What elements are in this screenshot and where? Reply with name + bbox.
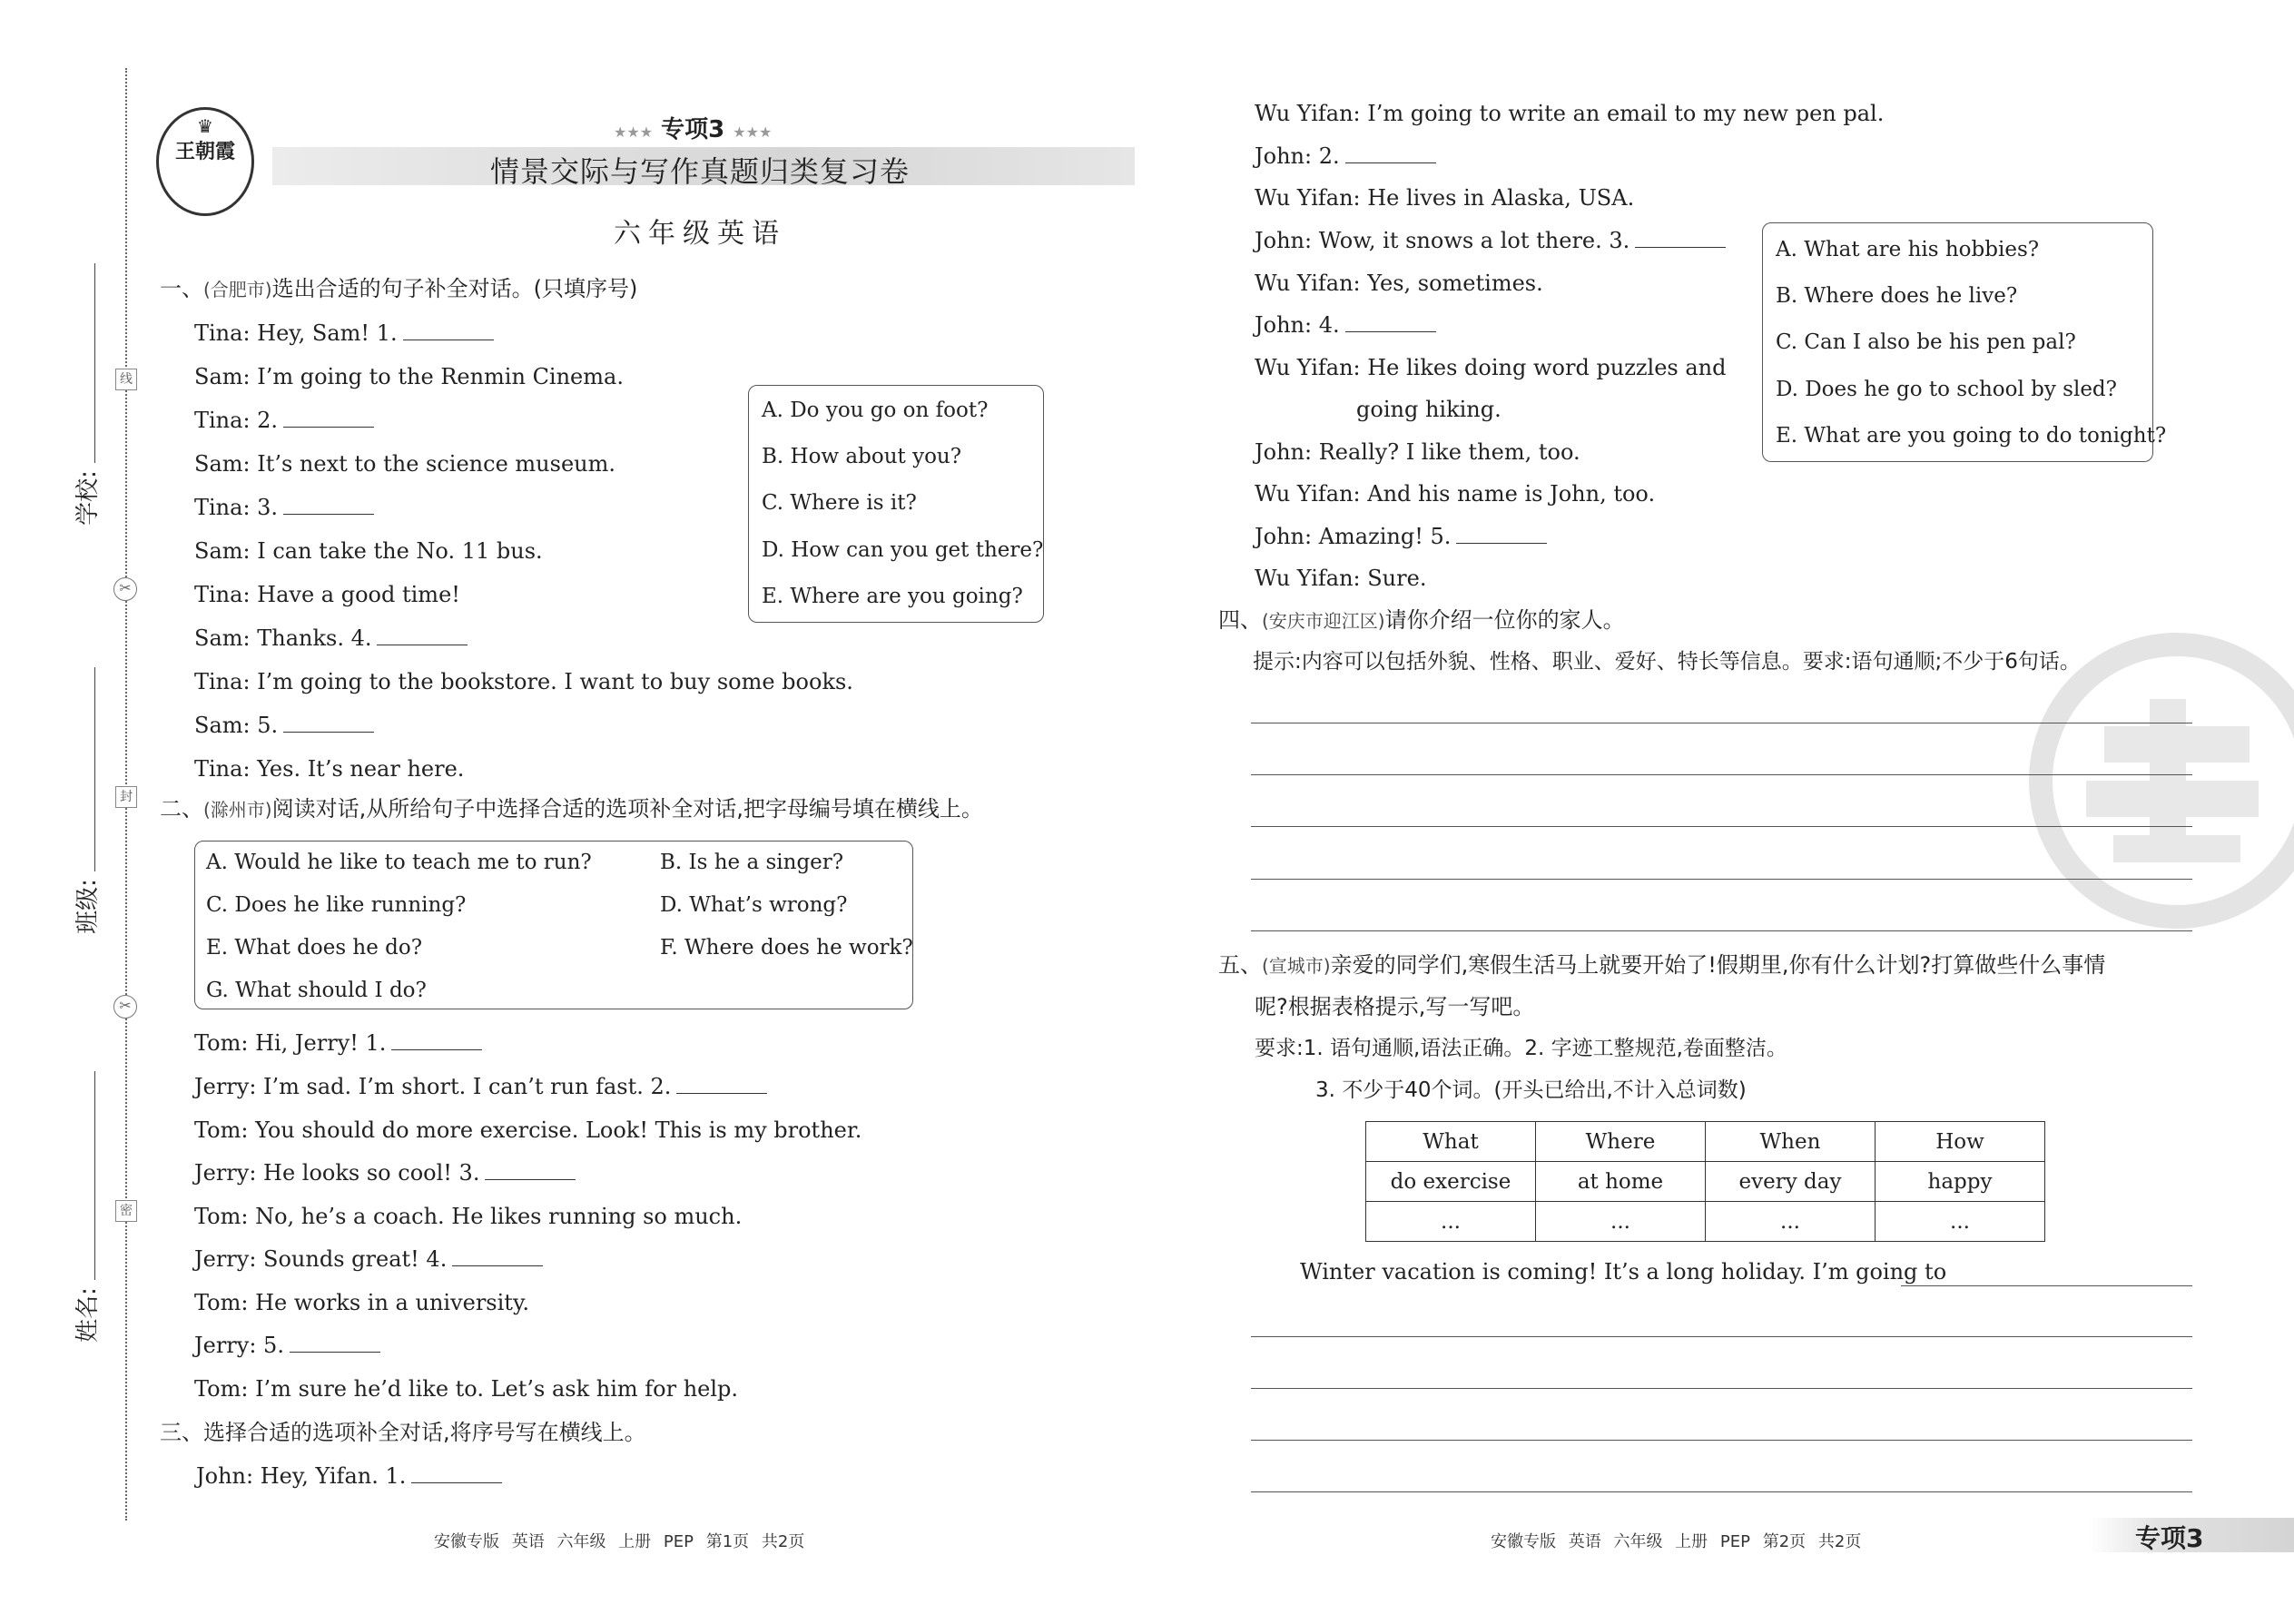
page-title: 情景交际与写作真题归类复习卷 (490, 154, 911, 189)
dialogue-line: John: Really? I like them, too. (1255, 439, 1580, 465)
school-label: 学校: (74, 470, 102, 526)
answer-blank[interactable] (1345, 312, 1436, 332)
table-header-cell: When (1706, 1122, 1876, 1162)
writing-line[interactable] (1901, 1285, 2192, 1286)
plan-table (1365, 1121, 2045, 1242)
answer-blank[interactable] (283, 408, 374, 428)
answer-blank[interactable] (290, 1333, 380, 1353)
option-item: B. How about you? (762, 445, 962, 468)
dialogue-line: Tina: I’m going to the bookstore. I want to buy some books. (194, 669, 853, 694)
writing-line[interactable] (1251, 774, 2192, 775)
table-cell: at home (1536, 1162, 1706, 1202)
table-header-cell: Where (1536, 1122, 1706, 1162)
section4-hint: 提示:内容可以包括外貌、性格、职业、爱好、特长等信息。要求:语句通顺;不少于6句话。 (1253, 650, 2081, 674)
option-item: E. Where are you going? (762, 585, 1023, 608)
class-label: 班级: (74, 879, 102, 934)
seal-char-seal: 封 (115, 786, 137, 808)
table-cell: ... (1366, 1202, 1536, 1242)
option-item: G. What should I do? (206, 979, 427, 1002)
seal-char-line: 线 (115, 369, 137, 390)
dialogue-line: Tom: No, he’s a coach. He likes running so much. (194, 1204, 743, 1229)
option-item: A. Would he like to teach me to run? (206, 851, 592, 874)
option-item: C. Where is it? (762, 491, 917, 515)
answer-blank[interactable] (452, 1246, 543, 1266)
dialogue-line: John: 4. (1255, 311, 1436, 339)
name-field-line[interactable] (94, 1071, 95, 1280)
logo-emblem (156, 107, 254, 216)
star-icon: ★★★ (614, 123, 654, 141)
dialogue-line: Tina: 2. (194, 407, 374, 434)
section2-options-box (194, 841, 913, 1009)
dialogue-line: Sam: 5. (194, 712, 374, 739)
table-cell: do exercise (1366, 1162, 1536, 1202)
section5-heading-cont: 呢?根据表格提示,写一写吧。 (1255, 994, 1535, 1019)
dialogue-line: Tom: You should do more exercise. Look! This is my brother. (194, 1117, 862, 1143)
dialogue-line: Wu Yifan: And his name is John, too. (1255, 481, 1656, 507)
answer-blank[interactable] (1635, 228, 1726, 248)
section4-heading: 四、(安庆市迎江区)请你介绍一位你的家人。 (1218, 607, 1625, 633)
writing-line[interactable] (1251, 826, 2192, 827)
dialogue-line: Tom: I’m sure he’d like to. Let’s ask him for help. (194, 1376, 739, 1402)
answer-blank[interactable] (676, 1074, 767, 1094)
footer-right: 安徽专版 英语 六年级 上册 PEP 第2页 共2页 (1491, 1532, 1862, 1551)
footer-left: 安徽专版 英语 六年级 上册 PEP 第1页 共2页 (434, 1532, 805, 1551)
page-subtitle: 六年级英语 (614, 218, 786, 250)
answer-blank[interactable] (283, 713, 374, 733)
dialogue-line: Wu Yifan: He lives in Alaska, USA. (1255, 185, 1635, 211)
writing-line[interactable] (1251, 1491, 2192, 1492)
dialogue-line: Sam: Thanks. 4. (194, 625, 468, 652)
option-item: B. Is he a singer? (660, 851, 844, 874)
table-cell: ... (1876, 1202, 2045, 1242)
dialogue-line: John: Wow, it snows a lot there. 3. (1255, 227, 1726, 254)
school-field-line[interactable] (94, 263, 95, 463)
dialogue-line: Jerry: Sounds great! 4. (194, 1245, 543, 1273)
section3-options-box (1762, 222, 2167, 462)
option-item: D. How can you get there? (762, 538, 1044, 562)
dialogue-line: Sam: I can take the No. 11 bus. (194, 538, 543, 564)
footer-tab-label: 专项3 (2135, 1523, 2204, 1553)
dialogue-line: Tom: Hi, Jerry! 1. (194, 1029, 482, 1057)
writing-line[interactable] (1251, 930, 2192, 931)
answer-blank[interactable] (377, 625, 468, 645)
dialogue-line: Jerry: He looks so cool! 3. (194, 1159, 576, 1186)
table-cell: ... (1536, 1202, 1706, 1242)
section1-heading: 一、(合肥市)选出合适的句子补全对话。(只填序号) (160, 276, 638, 301)
dialogue-line: Jerry: 5. (194, 1332, 380, 1359)
section5-requirement-2: 3. 不少于40个词。(开头已给出,不计入总词数) (1315, 1078, 1747, 1102)
option-item: D. What’s wrong? (660, 893, 848, 917)
writing-line[interactable] (1251, 1336, 2192, 1337)
dialogue-line: Wu Yifan: He likes doing word puzzles and (1255, 355, 1727, 380)
dialogue-line: Tina: Have a good time! (194, 582, 460, 607)
answer-blank[interactable] (485, 1160, 576, 1180)
answer-blank[interactable] (1456, 524, 1547, 544)
option-item: B. Where does he live? (1776, 284, 2018, 308)
table-cell: happy (1876, 1162, 2045, 1202)
option-item: E. What are you going to do tonight? (1776, 424, 2167, 448)
logo-text: 王朝霞 (174, 141, 235, 163)
answer-blank[interactable] (283, 495, 374, 515)
option-item: F. Where does he work? (660, 936, 913, 960)
dialogue-line: Sam: It’s next to the science museum. (194, 451, 615, 477)
option-item: D. Does he go to school by sled? (1776, 378, 2117, 401)
section1-options-box (748, 385, 1044, 623)
dialogue-line: John: Amazing! 5. (1255, 523, 1547, 550)
option-item: C. Can I also be his pen pal? (1776, 330, 2076, 354)
dialogue-line: Wu Yifan: Sure. (1255, 566, 1427, 591)
option-item: E. What does he do? (206, 936, 423, 960)
answer-blank[interactable] (391, 1030, 482, 1050)
table-cell: every day (1706, 1162, 1876, 1202)
dialogue-line: Tina: 3. (194, 494, 374, 521)
dialogue-line: Tina: Yes. It’s near here. (194, 756, 465, 782)
scissors-icon: ✂ (113, 995, 137, 1019)
writing-line[interactable] (1251, 1388, 2192, 1389)
table-header-cell: What (1366, 1122, 1536, 1162)
table-header-cell: How (1876, 1122, 2045, 1162)
dialogue-line: Tom: He works in a university. (194, 1290, 529, 1315)
option-item: A. What are his hobbies? (1776, 238, 2040, 261)
writing-line[interactable] (1251, 1440, 2192, 1441)
name-label: 姓名: (74, 1287, 102, 1343)
option-item: C. Does he like running? (206, 893, 467, 917)
scissors-icon: ✂ (113, 577, 137, 601)
dialogue-line: going hiking. (1356, 397, 1501, 422)
dialogue-line: John: 2. (1255, 143, 1436, 170)
answer-blank[interactable] (1345, 143, 1436, 163)
answer-blank[interactable] (403, 320, 494, 340)
table-cell: ... (1706, 1202, 1876, 1242)
dialogue-line: Sam: I’m going to the Renmin Cinema. (194, 364, 624, 389)
logo-crown-icon: ♛ (197, 115, 213, 137)
writing-opening: Winter vacation is coming! It’s a long holiday. I’m going to (1300, 1259, 1947, 1284)
dialogue-line: Tina: Hey, Sam! 1. (194, 320, 494, 347)
section5-requirement-1: 要求:1. 语句通顺,语法正确。2. 字迹工整规范,卷面整洁。 (1255, 1037, 1787, 1060)
section2-heading: 二、(滁州市)阅读对话,从所给句子中选择合适的选项补全对话,把字母编号填在横线上。 (160, 796, 983, 822)
dialogue-line: Wu Yifan: I’m going to write an email to my new pen pal. (1255, 101, 1885, 126)
section3-heading: 三、选择合适的选项补全对话,将序号写在横线上。 (160, 1420, 646, 1445)
star-icon: ★★★ (733, 123, 773, 141)
dialogue-line: Jerry: I’m sad. I’m short. I can’t run fast. 2. (194, 1073, 767, 1100)
dialogue-line: Wu Yifan: Yes, sometimes. (1255, 271, 1543, 296)
dialogue-line: John: Hey, Yifan. 1. (196, 1462, 502, 1490)
answer-blank[interactable] (411, 1463, 502, 1483)
class-field-line[interactable] (94, 667, 95, 871)
seal-char-secret: 密 (115, 1200, 137, 1222)
section5-heading: 五、(宣城市)亲爱的同学们,寒假生活马上就要开始了!假期里,你有什么计划?打算做些什么事情 (1218, 952, 2106, 978)
writing-line[interactable] (1251, 879, 2192, 880)
option-item: A. Do you go on foot? (762, 399, 989, 422)
header-badge: ★★★ 专项3 ★★★ (614, 116, 773, 143)
